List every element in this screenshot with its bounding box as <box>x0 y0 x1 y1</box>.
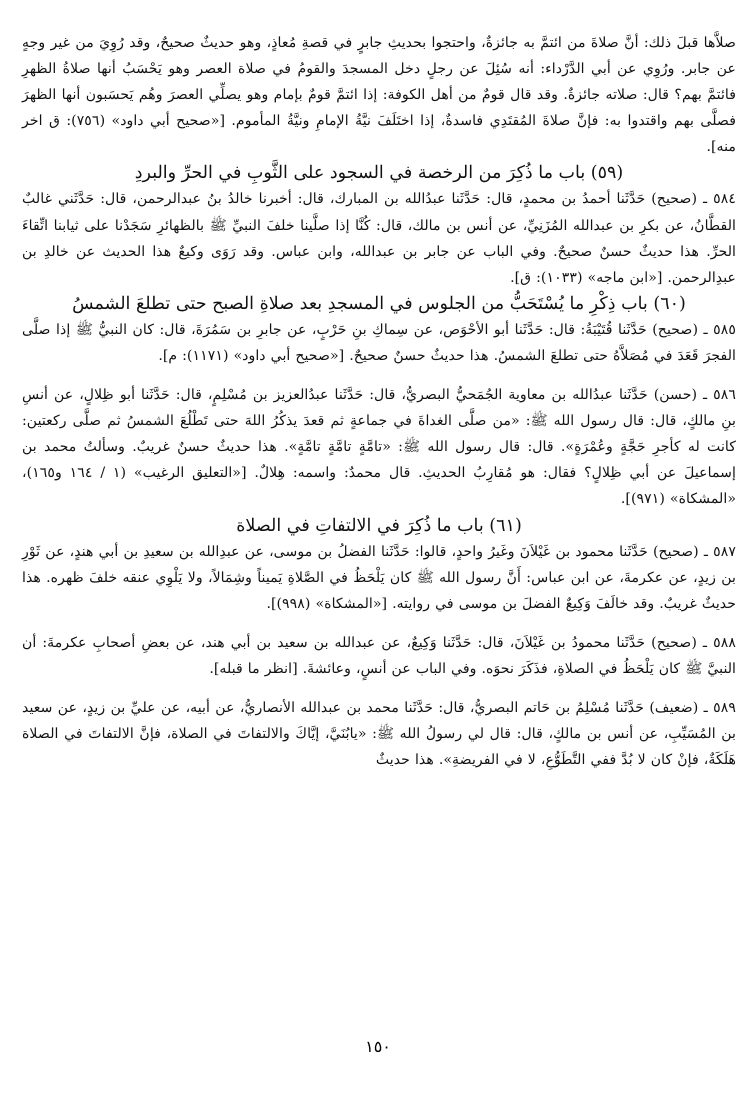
top-paragraph: صلاَّها قبلَ ذلك: أنَّ صلاةَ من ائتمَّ به جائزةٌ، واحتجوا بحديثِ جابرٍ في قصةِ مُعاذٍ، وهو حديثٌ صحيحٌ، وقد رُوِيَ من غير وجهٍ عن جابر. ورُوِي عن أبي الدَّرْداء: أنه سُئِلَ عن رجلٍ دخل المسجدَ والقومُ في صلاة العصر وهو يَحْسَبُ أنها صلاةُ الظهرِ فائتمَّ بهم؟ قال: صلاته جائزةٌ. وقد قال قومٌ من أهل الكوفة: إذا ائتمَّ قومٌ بإمام وهو يصلِّي العصرَ وهُم يَحسَبون أنها الظهرَ فصلَّى بهم واقتدوا به: فإنَّ صلاةَ المُقتَدِي فاسدةٌ، إذا اختَلَفَ نيَّةُ الإمامِ ونيَّةُ المأموم. [«صحيح أبي داود» (٧٥٦): ق اخر منه]. <box>22 35 736 156</box>
chapter-60-heading: (٦٠) باب ذِكْرِ ما يُسْتَحَبُّ من الجلوس في المسجدِ بعد صلاةِ الصبح حتى تطلعَ الشمسُ <box>72 293 686 314</box>
hadith-585: ٥٨٥ ـ (صحيح) حَدَّثَنا قُتَيْبَةُ: قال: حَدَّثَنا أبو الأحْوَص، عن سِماكِ بنِ حَرْبٍ، عن جابرِ بن سَمُرَةَ، قال: كان النبيُّ ﷺ إذا صلَّى الفجرَ قَعَدَ في مُصَلاَّهُ حتى تطلعَ الشمسُ. هذا حديثٌ حسنٌ صحيحٌ. [«صحيح أبي داود» (١١٧١): م]. <box>22 321 736 364</box>
hadith-588: ٥٨٨ ـ (صحيح) حَدَّثَنا محمودُ بن غَيْلاَنَ، قال: حَدَّثَنا وَكِيعٌ، عن عبدالله بن سعيد بن أبي هند، عن بعضِ أصحابِ عكرمةَ: أن النبيَّ ﷺ كان يَلْحَظُ في الصلاةِ، فذَكَرَ نحوَه. وفي الباب عن أنسٍ، وعائشةَ. [انظر ما قبله]. <box>22 634 736 677</box>
chapter-59-heading: (٥٩) باب ما ذُكِرَ من الرخصة في السجود على الثَّوبِ في الحرِّ والبردِ <box>134 163 624 184</box>
hadith-584: ٥٨٤ ـ (صحيح) حَدَّثَنا أحمدُ بن محمدٍ، قال: حَدَّثَنا عبدُالله بن المبارك، قال: أخبرنا خالدُ بنُ عبدالرحمن، قال: حَدَّثَني غالبٌ القطَّانُ، عن بكرِ بن عبدالله المُزَنِيِّ، عن أنس بن مالك، قال: كُنَّا إذا صلَّينا خلفَ النبيِّ ﷺ بالظهائرِ سَجَدْنا على ثيابنا اتِّقاءَ الحرِّ. هذا حديثٌ حسنٌ صحيحٌ. وفي الباب عن جابر بن عبدالله، وابن عباس. وقد رَوَى وكيعٌ هذا الحديث عن خالدِ بن عبدِالرحمن. [«ابن ماجه» (١٠٣٣): ق]. <box>22 191 736 286</box>
chapter-61-heading: (٦١) باب ما ذُكِرَ في الالتفاتِ في الصلاة <box>236 515 522 536</box>
hadith-586: ٥٨٦ ـ (حسن) حَدَّثَنا عبدُالله بن معاوية الجُمَحيُّ البصريُّ، قال: حَدَّثَنا عبدُالعزيز بن مُسْلِمٍ، قال: حَدَّثَنا أبو ظِلالٍ، عن أنسِ بنِ مالكٍ، قال: قال رسول الله ﷺ: «من صلَّى الغداةَ في جماعةٍ ثم قعدَ يذكُرُ اللهَ حتى تَطْلُعَ الشمسُ ثم صلَّى ركعتين: كانت له كأجرِ حَجَّةٍ وعُمْرَةٍ». قال: قال رسول الله ﷺ: «تامَّةٍ تامَّةٍ تامَّةٍ». هذا حديثٌ حسنٌ غريبٌ. وسألتُ محمد بن إسماعيلَ عن أبي ظِلالٍ؟ فقال: هو مُقارِبُ الحديثِ. قال محمدٌ: واسمه: هِلالٌ. [«التعليق الرغيب» (١ / ١٦٤ و١٦٥)، «المشكاة» (٩٧١)]. <box>22 387 736 508</box>
page-number: ١٥٠ <box>365 1037 391 1056</box>
hadith-589: ٥٨٩ ـ (ضعيف) حَدَّثَنا مُسْلِمُ بن حَاتم البصريُّ، قال: حَدَّثَنا محمد بن عبدالله الأنصاريُّ، عن أبيه، عن عليِّ بن زيدٍ، عن سعيد بن المُسَيِّبِ، عن أنس بن مالكٍ، قال: قال لي رسولُ الله ﷺ: «يابُنَيَّ، إيَّاكَ والالتفاتَ في الصلاة، فإنَّ الالتفاتَ في الصلاة هَلَكَةٌ، فإنْ كان لا بُدَّ ففي التَّطَوُّعِ، لا في الفريضةِ». هذا حديثٌ <box>22 699 736 769</box>
hadith-587: ٥٨٧ ـ (صحيح) حَدَّثَنا محمود بن غَيْلاَنَ وغَيرُ واحدٍ، قالوا: حَدَّثَنا الفضلُ بن موسى، عن عبدِالله بن سعيدِ بن أبي هندٍ، عن ثَوْرِ بن زيدٍ، عن عكرمةَ، عن ابن عباس: أَنَّ رسول الله ﷺ كان يَلْحَظُ في الصَّلاةِ يَميناً وشِمَالاً، ولا يَلْوِي عنقه خلفَ ظهره. هذا حديثٌ غريبٌ. وقد خالَفَ وَكِيعٌ الفضلَ بن موسى في روايته. [«المشكاة» (٩٩٨)]. <box>22 543 736 612</box>
